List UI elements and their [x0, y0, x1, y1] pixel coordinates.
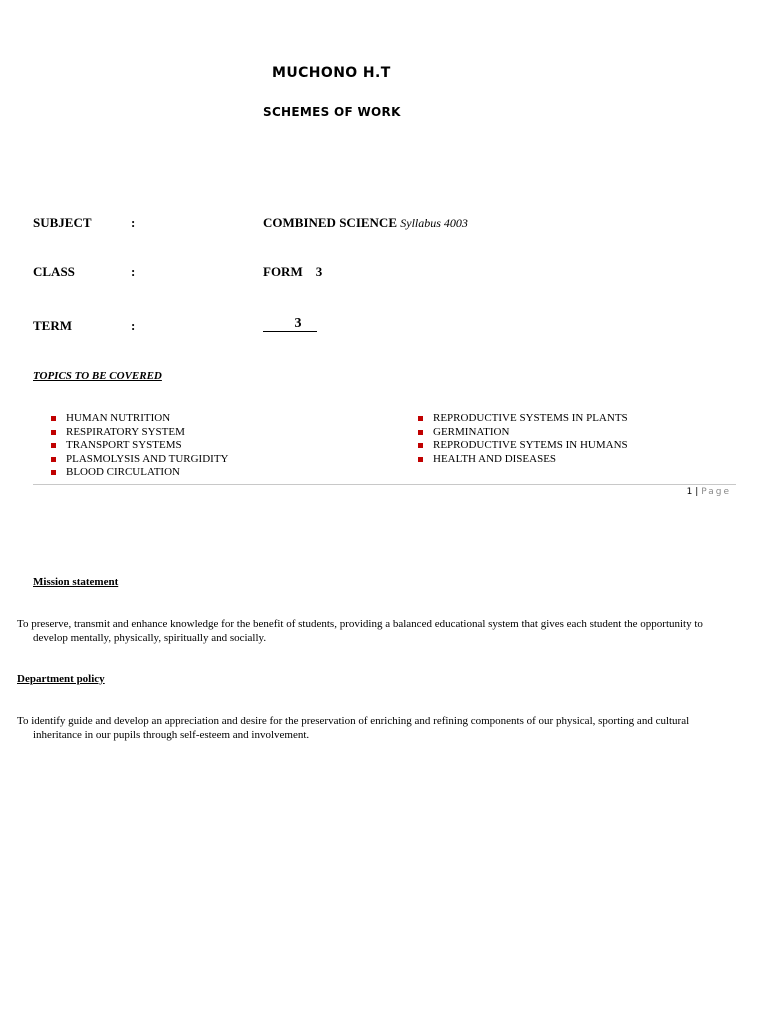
topic-item — [50, 453, 229, 467]
topic-label: REPRODUCTIVE SYTEMS IN HUMANS — [433, 439, 628, 452]
topic-label: REPRODUCTIVE SYSTEMS IN PLANTS — [433, 412, 628, 424]
policy-text: To identify guide and develop an appreciation and desire for the preservation of enriching and refining components of our physical, sporting and cultural inheritance in our pupils through self-esteem and involvement. — [17, 715, 690, 741]
topic-item — [417, 453, 628, 467]
author-name: MUCHONO H.T — [272, 65, 391, 81]
page-number: 1 — [686, 487, 693, 497]
topics-heading: TOPICS TO BE COVERED — [33, 370, 162, 382]
topic-label: GERMINATION — [433, 425, 510, 438]
square-bullet-icon — [418, 416, 423, 421]
term-label: TERM — [33, 318, 72, 333]
topic-item — [417, 426, 628, 440]
footer-divider — [33, 484, 736, 485]
class-value: FORM 3 — [263, 264, 323, 279]
subject-colon: : — [131, 215, 136, 230]
square-bullet-icon — [418, 443, 423, 448]
topics-list-right — [417, 412, 628, 466]
topics-list-left — [50, 412, 229, 480]
topic-item — [50, 412, 229, 426]
subject-label: SUBJECT — [33, 215, 92, 230]
page-separator: | — [695, 487, 699, 497]
page-word: Page — [701, 487, 731, 497]
topic-item — [417, 412, 628, 426]
square-bullet-icon — [51, 470, 56, 475]
square-bullet-icon — [51, 443, 56, 448]
topic-item — [50, 426, 229, 440]
page-footer — [687, 487, 731, 497]
square-bullet-icon — [51, 457, 56, 462]
topic-label: RESPIRATORY SYSTEM — [66, 425, 185, 438]
topic-item — [417, 439, 628, 453]
subject-value: COMBINED SCIENCE — [263, 215, 397, 230]
subject-value-line — [263, 215, 468, 231]
square-bullet-icon — [51, 430, 56, 435]
topic-item — [50, 466, 229, 480]
topic-label: HEALTH AND DISEASES — [433, 452, 557, 465]
mission-heading: Mission statement — [33, 576, 119, 588]
policy-heading: Department policy — [17, 673, 105, 685]
syllabus-note: Syllabus 4003 — [400, 216, 468, 230]
term-value: 3 — [263, 316, 317, 332]
topic-label: PLASMOLYSIS AND TURGIDITY — [66, 452, 229, 465]
topic-label: TRANSPORT SYSTEMS — [66, 439, 182, 452]
square-bullet-icon — [418, 457, 423, 462]
class-label: CLASS — [33, 264, 75, 279]
topic-label: HUMAN NUTRITION — [66, 412, 171, 424]
mission-text: To preserve, transmit and enhance knowledge for the benefit of students, providing a balanced educational system that gives each student the opportunity to develop mentally, physically, spiritually and socially. — [17, 618, 703, 644]
topic-item — [50, 439, 229, 453]
topic-label: BLOOD CIRCULATION — [66, 466, 180, 479]
square-bullet-icon — [51, 416, 56, 421]
class-colon: : — [131, 264, 136, 279]
term-colon: : — [131, 318, 136, 333]
square-bullet-icon — [418, 430, 423, 435]
document-title: SCHEMES OF WORK — [263, 105, 401, 119]
